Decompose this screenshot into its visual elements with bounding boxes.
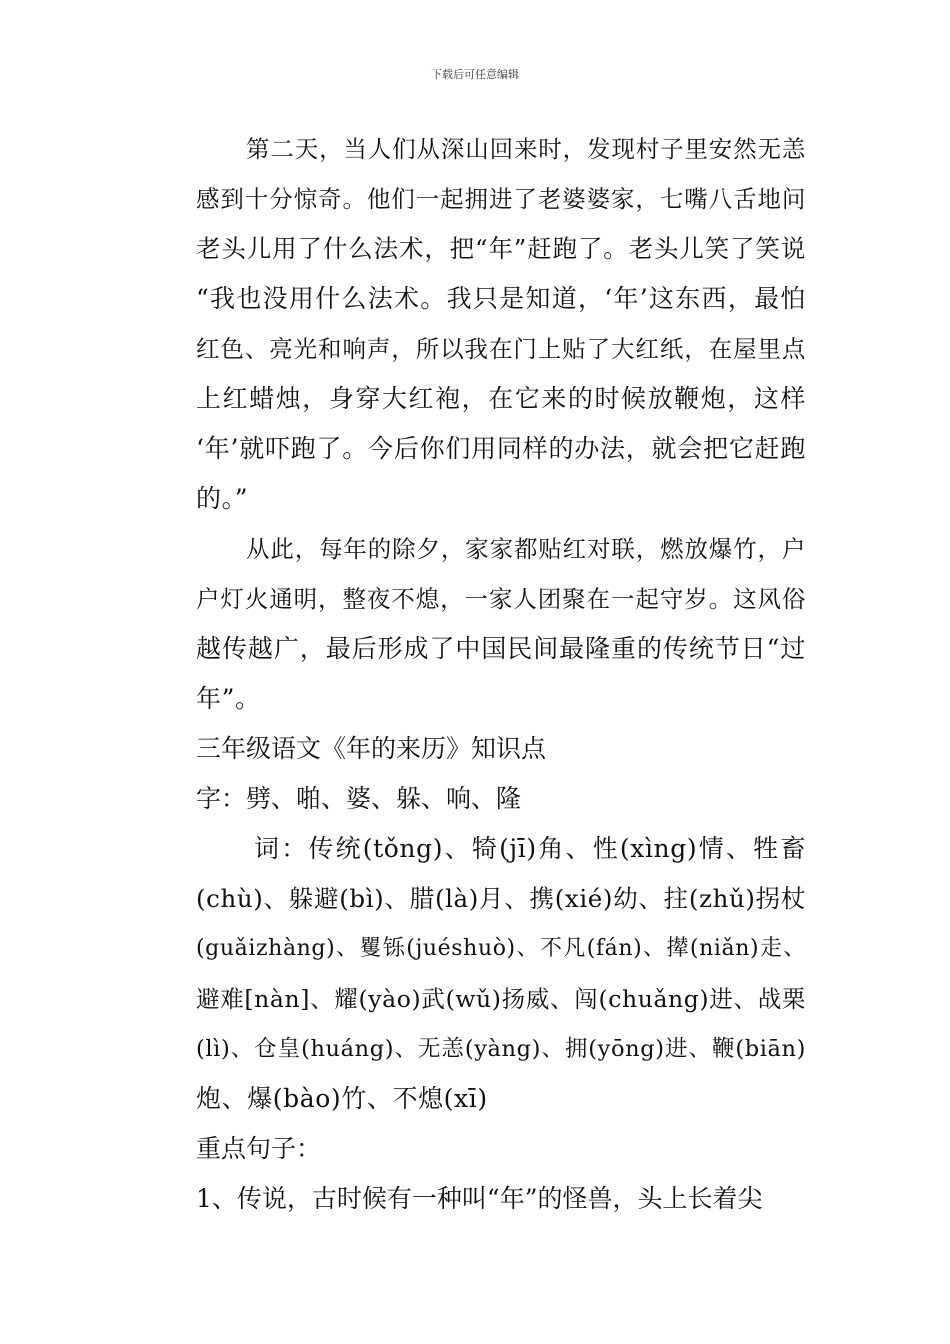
text-line: 的。” <box>196 484 249 513</box>
text-line: ‘年’就吓跑了。今后你们用同样的办法，就会把它赶跑 <box>196 434 806 463</box>
text-line: 户灯火通明，整夜不熄，一家人团聚在一起守岁。这风俗 <box>196 585 806 613</box>
text-line: (chù)、躲避(bì)、腊(là)月、携(xié)幼、拄(zhǔ)拐杖 <box>196 884 806 913</box>
text-line: 红色、亮光和响声，所以我在门上贴了大红纸，在屋里点 <box>196 335 806 363</box>
text-line: 感到十分惊奇。他们一起拥进了老婆婆家，七嘴八舌地问 <box>196 185 806 213</box>
header-note: 下载后可任意编辑 <box>431 68 519 81</box>
text-line: 词：传统(tǒng)、犄(jī)角、性(xìng)情、牲畜 <box>254 834 806 863</box>
characters-line: 字：劈、啪、婆、躲、响、隆 <box>196 784 522 813</box>
text-line: 上红蜡烛，身穿大红袍，在它来的时候放鞭炮，这样 <box>196 384 806 413</box>
knowledge-section-title: 三年级语文《年的来历》知识点 <box>196 734 547 763</box>
document-body <box>146 124 806 1224</box>
text-line: 越传越广，最后形成了中国民间最隆重的传统节日“过 <box>196 634 806 663</box>
text-line: 避难[nàn]、耀(yào)武(wǔ)扬威、闯(chuǎng)进、战栗 <box>196 985 806 1013</box>
words-vocabulary-block <box>146 824 806 1124</box>
key-sentence-1: 1、传说，古时候有一种叫“年”的怪兽，头上长着尖 <box>196 1184 763 1213</box>
text-line: 从此，每年的除夕，家家都贴红对联，燃放爆竹，户 <box>246 535 806 563</box>
text-line: 年”。 <box>196 684 261 713</box>
key-sentences-label: 重点句子： <box>196 1134 322 1163</box>
text-line: (guǎizhàng)、矍铄(juéshuò)、不凡(fán)、撵(niǎn)走、 <box>196 936 806 961</box>
text-line: (lì)、仓皇(huáng)、无恙(yàng)、拥(yōng)进、鞭(biān) <box>196 1036 806 1062</box>
paragraph-custom-origin <box>146 524 806 724</box>
text-line: “我也没用什么法术。我只是知道，‘年’这东西，最怕 <box>196 284 806 313</box>
text-line: 老头儿用了什么法术，把“年”赶跑了。老头儿笑了笑说 <box>196 234 806 263</box>
paragraph-story-ending <box>146 124 806 524</box>
text-line: 炮、爆(bào)竹、不熄(xī) <box>196 1084 488 1113</box>
text-line: 第二天，当人们从深山回来时，发现村子里安然无恙 <box>246 135 806 163</box>
